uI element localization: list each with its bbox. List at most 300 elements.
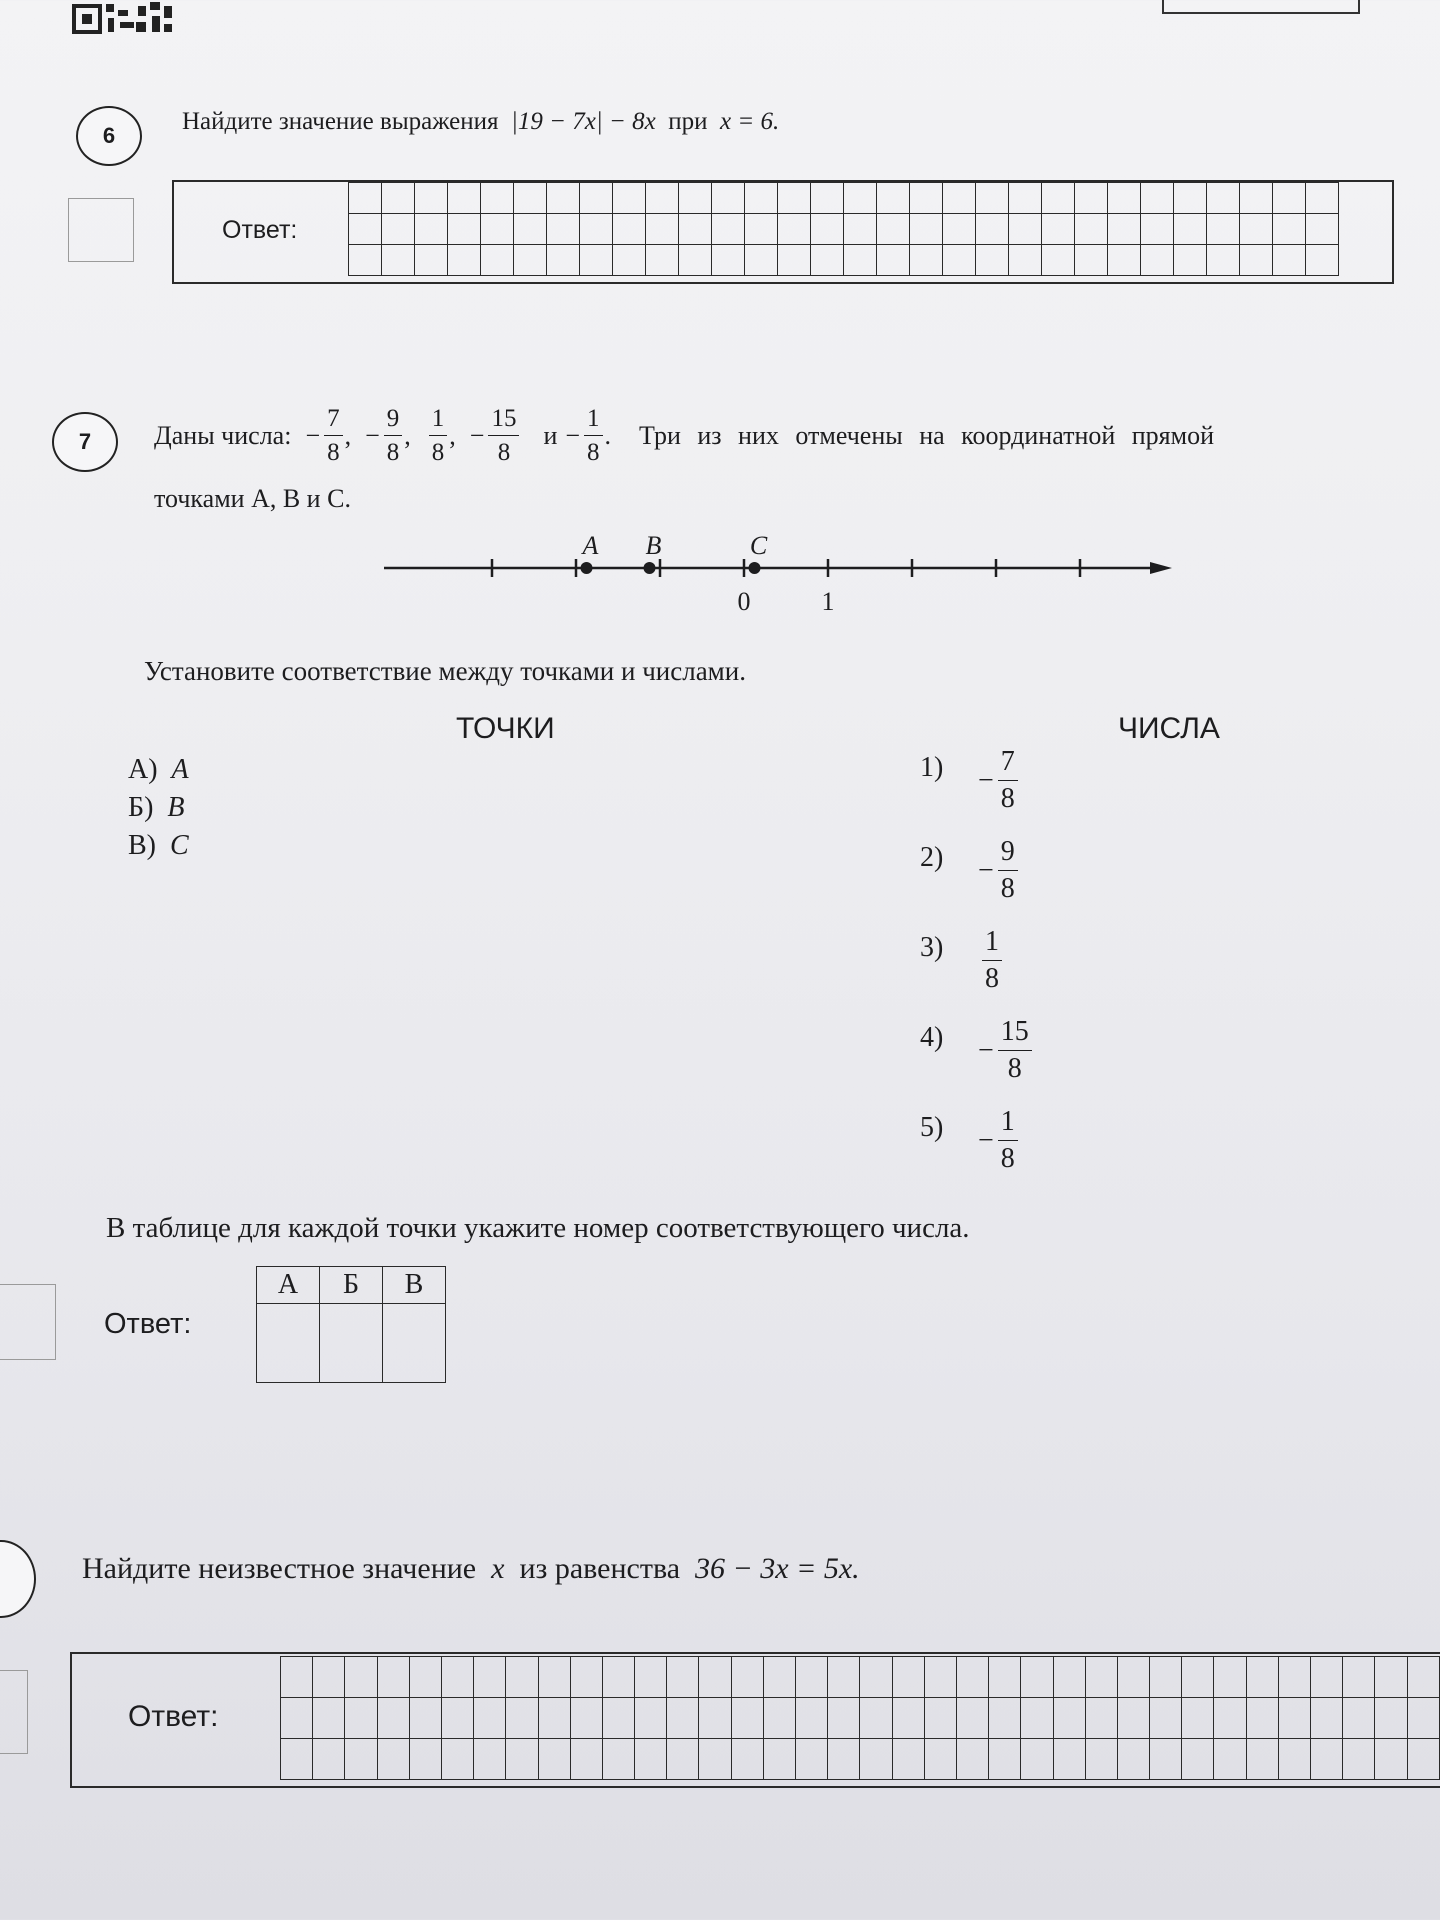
answer-grid-cell[interactable]	[481, 214, 514, 245]
answer-grid-cell[interactable]	[1085, 1739, 1117, 1780]
answer-grid-cell[interactable]	[667, 1698, 699, 1739]
numerator: 1	[584, 406, 603, 436]
answer-grid-cell[interactable]	[796, 1698, 828, 1739]
fraction	[384, 406, 403, 465]
answer-grid-cell[interactable]	[570, 1739, 602, 1780]
answer-grid-cell[interactable]	[415, 214, 448, 245]
answer-grid-cell[interactable]	[1141, 183, 1174, 214]
answer-grid-cell[interactable]	[828, 1698, 860, 1739]
fraction	[998, 1018, 1032, 1083]
answer-grid-cell[interactable]	[313, 1698, 345, 1739]
answer-grid-cell[interactable]	[1214, 1698, 1246, 1739]
answer-grid-cell[interactable]	[745, 245, 778, 276]
answer-grid-cell[interactable]	[877, 183, 910, 214]
answer-grid-cell[interactable]	[377, 1739, 409, 1780]
question-7-tail: Три из них отмечены на координатной прямой	[639, 420, 1215, 450]
numerator: 9	[384, 406, 403, 436]
fraction	[982, 928, 1002, 993]
answer-grid-cell[interactable]	[1075, 183, 1108, 214]
fraction	[998, 1108, 1018, 1173]
answer-grid-cell[interactable]	[1009, 183, 1042, 214]
answer-grid-cell[interactable]	[580, 214, 613, 245]
answer-grid-cell[interactable]	[1375, 1657, 1407, 1698]
answer-grid-cell[interactable]	[409, 1739, 441, 1780]
answer-grid-cell[interactable]	[860, 1739, 892, 1780]
answer-grid-cell[interactable]	[1085, 1657, 1117, 1698]
answer-grid-q6[interactable]	[348, 182, 1339, 276]
answer-grid-cell[interactable]	[828, 1657, 860, 1698]
answer-grid-cell[interactable]	[377, 1698, 409, 1739]
answer-grid-cell[interactable]	[481, 245, 514, 276]
answer-grid-cell[interactable]	[1311, 1739, 1343, 1780]
given-number	[365, 406, 404, 465]
minus-sign: −	[978, 1124, 994, 1156]
answer-grid-cell[interactable]	[976, 183, 1009, 214]
answer-grid-cell[interactable]	[1278, 1698, 1310, 1739]
answer-grid-cell[interactable]	[415, 183, 448, 214]
answer-grid-cell[interactable]	[956, 1657, 988, 1698]
answer-grid-cell[interactable]	[1306, 245, 1339, 276]
answer-grid-cell[interactable]	[349, 183, 382, 214]
answer-grid-cell[interactable]	[281, 1739, 313, 1780]
answer-grid-cell[interactable]	[1240, 245, 1273, 276]
answer-grid-cell[interactable]	[1278, 1739, 1310, 1780]
answer-grid-cell[interactable]	[989, 1739, 1021, 1780]
option-key: 1)	[920, 752, 944, 783]
answer-grid-cell[interactable]	[1182, 1657, 1214, 1698]
answer-grid-cell[interactable]	[474, 1657, 506, 1698]
answer-grid-cell[interactable]	[1141, 245, 1174, 276]
point-key: Б)	[128, 792, 154, 823]
answer-grid-cell[interactable]	[699, 1739, 731, 1780]
answer-grid-cell[interactable]	[910, 245, 943, 276]
answer-grid-cell[interactable]	[514, 183, 547, 214]
answer-grid-cell[interactable]	[679, 214, 712, 245]
answer-grid-cell[interactable]	[345, 1698, 377, 1739]
answer-grid-cell[interactable]	[646, 214, 679, 245]
answer-grid-cell[interactable]	[570, 1698, 602, 1739]
minus-sign: −	[978, 854, 994, 886]
answer-grid-cell[interactable]	[989, 1698, 1021, 1739]
fraction	[584, 406, 603, 465]
question-7-number: 7	[52, 412, 118, 472]
minus-sign: −	[978, 764, 994, 796]
answer-grid-cell[interactable]	[1311, 1698, 1343, 1739]
answer-grid-cell[interactable]	[943, 245, 976, 276]
answer-grid-cell[interactable]	[602, 1657, 634, 1698]
answer-grid-cell[interactable]	[811, 214, 844, 245]
denominator: 8	[1000, 873, 1015, 904]
answer-grid-cell[interactable]	[679, 245, 712, 276]
answer-grid-cell[interactable]	[1053, 1698, 1085, 1739]
answer-grid-cell[interactable]	[1042, 214, 1075, 245]
answer-label-q6: Ответ:	[222, 216, 298, 244]
point-marker	[644, 562, 656, 574]
answer-grid-cell[interactable]	[844, 214, 877, 245]
answer-grid-cell[interactable]	[538, 1739, 570, 1780]
option-key: 4)	[920, 1022, 944, 1053]
answer-grid-cell[interactable]	[1009, 214, 1042, 245]
question-8-text	[82, 1552, 860, 1586]
given-number	[470, 406, 522, 465]
answer-grid-cell[interactable]	[1306, 214, 1339, 245]
answer-grid-cell[interactable]	[281, 1698, 313, 1739]
answer-grid-cell[interactable]	[635, 1657, 667, 1698]
answer-grid-cell[interactable]	[613, 214, 646, 245]
tick-label: 0	[737, 587, 751, 616]
minus-sign: −	[469, 420, 485, 450]
answer-grid-cell[interactable]	[712, 214, 745, 245]
fraction	[488, 406, 519, 465]
answer-grid-cell[interactable]	[1108, 214, 1141, 245]
question-7-table-instruction: В таблице для каждой точки укажите номер соответствующего числа.	[106, 1212, 970, 1244]
table-header-a: А	[257, 1267, 320, 1304]
qr-code-icon	[72, 0, 176, 38]
coordinate-line	[380, 532, 1180, 622]
table-header-v: В	[383, 1267, 446, 1304]
option-fraction	[978, 1018, 1034, 1083]
answer-grid-cell[interactable]	[763, 1657, 795, 1698]
answer-grid-cell[interactable]	[989, 1657, 1021, 1698]
separator: ,	[344, 420, 352, 450]
answer-grid-cell[interactable]	[1246, 1739, 1278, 1780]
denominator: 8	[497, 439, 511, 466]
answer-grid-cell[interactable]	[679, 183, 712, 214]
answer-grid-cell[interactable]	[635, 1698, 667, 1739]
option-value	[978, 1108, 1020, 1173]
answer-grid-cell[interactable]	[349, 214, 382, 245]
answer-grid-cell[interactable]	[844, 245, 877, 276]
answer-grid-cell[interactable]	[667, 1739, 699, 1780]
given-number	[565, 406, 604, 465]
answer-grid-cell[interactable]	[1273, 214, 1306, 245]
answer-grid-cell[interactable]	[481, 183, 514, 214]
question-7-numbers	[305, 406, 625, 465]
answer-grid-cell[interactable]	[1117, 1657, 1149, 1698]
answer-grid-cell[interactable]	[1108, 183, 1141, 214]
answer-grid-cell[interactable]	[1021, 1657, 1053, 1698]
denominator: 8	[1000, 783, 1015, 814]
question-8-prompt: Найдите неизвестное значение	[82, 1552, 477, 1585]
answer-grid-cell[interactable]	[778, 183, 811, 214]
answer-grid-cell[interactable]	[731, 1739, 763, 1780]
answer-grid-cell[interactable]	[1278, 1657, 1310, 1698]
answer-grid-cell[interactable]	[1214, 1657, 1246, 1698]
answer-grid-cell[interactable]	[910, 183, 943, 214]
answer-grid-cell[interactable]	[382, 214, 415, 245]
denominator: 8	[327, 439, 340, 466]
given-number	[305, 406, 344, 465]
option-fraction	[978, 928, 1004, 993]
answer-grid-cell[interactable]	[602, 1739, 634, 1780]
answer-grid-cell[interactable]	[731, 1657, 763, 1698]
minus-sign: −	[365, 420, 380, 450]
denominator: 8	[587, 439, 600, 466]
answer-grid-cell[interactable]	[1407, 1739, 1439, 1780]
answer-grid-cell[interactable]	[924, 1698, 956, 1739]
question-7-line-2: точками A, B и C.	[154, 484, 351, 513]
answer-grid-cell[interactable]	[1141, 214, 1174, 245]
answer-grid-cell[interactable]	[956, 1739, 988, 1780]
answer-grid-cell[interactable]	[1021, 1698, 1053, 1739]
answer-grid-cell[interactable]	[924, 1739, 956, 1780]
answer-grid-cell[interactable]	[538, 1698, 570, 1739]
answer-grid-cell[interactable]	[1174, 183, 1207, 214]
point-key: В)	[128, 830, 156, 861]
answer-grid-cell[interactable]	[731, 1698, 763, 1739]
answer-grid-cell[interactable]	[1407, 1698, 1439, 1739]
answer-grid-cell[interactable]	[281, 1657, 313, 1698]
answer-grid-cell[interactable]	[796, 1739, 828, 1780]
answer-grid-cell[interactable]	[415, 245, 448, 276]
answer-grid-cell[interactable]	[1174, 214, 1207, 245]
answer-grid-cell[interactable]	[1246, 1698, 1278, 1739]
answer-grid-cell[interactable]	[1085, 1698, 1117, 1739]
option-key: 2)	[920, 842, 944, 873]
numerator: 7	[324, 406, 343, 436]
answer-grid-cell[interactable]	[1343, 1698, 1375, 1739]
answer-grid-cell[interactable]	[1273, 245, 1306, 276]
minus-sign: −	[565, 420, 581, 450]
question-6-number: 6	[76, 106, 142, 166]
option-value	[978, 748, 1020, 813]
numerator: 1	[429, 406, 448, 436]
question-8-equation: 36 − 3x = 5x.	[695, 1552, 860, 1585]
numerator: 15	[488, 406, 519, 436]
answer-grid-cell[interactable]	[448, 214, 481, 245]
answer-grid-cell[interactable]	[409, 1657, 441, 1698]
question-6-expression: |19 − 7x| − 8x	[511, 108, 656, 135]
answer-label-q8: Ответ:	[128, 1700, 219, 1733]
answer-grid-cell[interactable]	[506, 1739, 538, 1780]
answer-grid-cell[interactable]	[1311, 1657, 1343, 1698]
answer-grid-cell[interactable]	[1375, 1739, 1407, 1780]
option-value	[978, 838, 1020, 903]
answer-grid-cell[interactable]	[796, 1657, 828, 1698]
answer-grid-cell[interactable]	[441, 1657, 473, 1698]
option-fraction	[978, 748, 1020, 813]
answer-grid-cell[interactable]	[613, 245, 646, 276]
numerator: 15	[998, 1018, 1032, 1051]
answer-grid-cell[interactable]	[745, 183, 778, 214]
answer-grid-cell[interactable]	[976, 214, 1009, 245]
separator: ,	[404, 420, 411, 450]
answer-grid-cell[interactable]	[646, 183, 679, 214]
question-6-text	[182, 108, 779, 136]
answer-grid-cell[interactable]	[860, 1698, 892, 1739]
answer-grid-cell[interactable]	[877, 214, 910, 245]
numbers-column-header: ЧИСЛА	[1118, 712, 1220, 745]
answer-grid-cell[interactable]	[1182, 1698, 1214, 1739]
answer-grid-cell[interactable]	[635, 1739, 667, 1780]
question-7-line-1	[154, 406, 1214, 465]
answer-grid-cell[interactable]	[892, 1698, 924, 1739]
answer-grid-cell[interactable]	[1150, 1657, 1182, 1698]
answer-grid-cell[interactable]	[924, 1657, 956, 1698]
answer-grid-cell[interactable]	[547, 245, 580, 276]
answer-grid-cell[interactable]	[976, 245, 1009, 276]
answer-grid-cell[interactable]	[538, 1657, 570, 1698]
answer-grid-cell[interactable]	[1343, 1739, 1375, 1780]
answer-table-q7	[256, 1266, 446, 1383]
point-marker	[749, 562, 761, 574]
answer-grid-cell[interactable]	[345, 1657, 377, 1698]
answer-grid-cell[interactable]	[1042, 245, 1075, 276]
answer-grid-cell[interactable]	[1214, 1739, 1246, 1780]
answer-grid-cell[interactable]	[1207, 183, 1240, 214]
answer-grid-cell[interactable]	[763, 1739, 795, 1780]
answer-grid-cell[interactable]	[313, 1739, 345, 1780]
answer-grid-cell[interactable]	[828, 1739, 860, 1780]
answer-grid-cell[interactable]	[382, 183, 415, 214]
answer-cell-b[interactable]	[320, 1304, 383, 1383]
table-header-b: Б	[320, 1267, 383, 1304]
answer-grid-cell[interactable]	[763, 1698, 795, 1739]
denominator: 8	[1000, 1143, 1015, 1174]
answer-grid-cell[interactable]	[811, 183, 844, 214]
point-marker	[581, 562, 593, 574]
answer-grid-cell[interactable]	[1117, 1698, 1149, 1739]
answer-grid-cell[interactable]	[877, 245, 910, 276]
answer-grid-cell[interactable]	[1021, 1739, 1053, 1780]
question-6-prompt: Найдите значение выражения	[182, 108, 499, 135]
question-8-variable: x	[491, 1552, 505, 1585]
answer-grid-cell[interactable]	[778, 245, 811, 276]
question-6-when: при	[668, 108, 708, 135]
fraction	[998, 838, 1018, 903]
answer-grid-cell[interactable]	[1075, 214, 1108, 245]
answer-grid-cell[interactable]	[910, 214, 943, 245]
answer-grid-cell[interactable]	[1108, 245, 1141, 276]
answer-grid-cell[interactable]	[349, 245, 382, 276]
answer-grid-cell[interactable]	[1407, 1657, 1439, 1698]
point-name: A	[171, 754, 189, 785]
numerator: 1	[998, 1108, 1018, 1141]
answer-grid-cell[interactable]	[514, 245, 547, 276]
question-7-intro: Даны числа:	[154, 420, 292, 450]
point-label: B	[645, 532, 662, 560]
denominator: 8	[985, 963, 999, 994]
answer-grid-cell[interactable]	[712, 245, 745, 276]
answer-grid-cell[interactable]	[1117, 1739, 1149, 1780]
answer-grid-cell[interactable]	[1246, 1657, 1278, 1698]
answer-grid-cell[interactable]	[547, 183, 580, 214]
answer-cell-v[interactable]	[383, 1304, 446, 1383]
answer-grid-cell[interactable]	[313, 1657, 345, 1698]
option-fraction	[978, 838, 1020, 903]
answer-grid-cell[interactable]	[1240, 214, 1273, 245]
answer-grid-cell[interactable]	[1182, 1739, 1214, 1780]
answer-grid-cell[interactable]	[646, 245, 679, 276]
answer-grid-cell[interactable]	[514, 214, 547, 245]
answer-grid-cell[interactable]	[377, 1657, 409, 1698]
answer-grid-cell[interactable]	[1343, 1657, 1375, 1698]
point-item	[128, 792, 185, 824]
denominator: 8	[1007, 1053, 1022, 1084]
numerator: 7	[998, 748, 1018, 781]
answer-grid-cell[interactable]	[956, 1698, 988, 1739]
answer-grid-cell[interactable]	[448, 183, 481, 214]
answer-grid-cell[interactable]	[1375, 1698, 1407, 1739]
answer-grid-cell[interactable]	[1273, 183, 1306, 214]
answer-grid-cell[interactable]	[892, 1657, 924, 1698]
answer-grid-cell[interactable]	[1306, 183, 1339, 214]
answer-grid-cell[interactable]	[613, 183, 646, 214]
answer-cell-a[interactable]	[257, 1304, 320, 1383]
point-item	[128, 830, 189, 862]
minus-sign: −	[305, 420, 321, 450]
separator: .	[604, 420, 612, 450]
answer-grid-cell[interactable]	[382, 245, 415, 276]
answer-grid-cell[interactable]	[811, 245, 844, 276]
answer-grid-cell[interactable]	[1207, 214, 1240, 245]
answer-grid-cell[interactable]	[580, 245, 613, 276]
answer-grid-cell[interactable]	[943, 214, 976, 245]
answer-grid-cell[interactable]	[1174, 245, 1207, 276]
answer-grid-cell[interactable]	[1053, 1657, 1085, 1698]
fraction	[998, 748, 1018, 813]
option-key: 3)	[920, 932, 944, 963]
answer-grid-cell[interactable]	[506, 1657, 538, 1698]
answer-grid-cell[interactable]	[860, 1657, 892, 1698]
answer-grid-cell[interactable]	[1150, 1698, 1182, 1739]
answer-grid-cell[interactable]	[1150, 1739, 1182, 1780]
answer-grid-cell[interactable]	[448, 245, 481, 276]
answer-grid-cell[interactable]	[570, 1657, 602, 1698]
answer-grid-cell[interactable]	[1053, 1739, 1085, 1780]
answer-grid-cell[interactable]	[892, 1739, 924, 1780]
question-6-condition: x = 6.	[719, 108, 780, 135]
answer-grid-cell[interactable]	[474, 1698, 506, 1739]
point-key: А)	[128, 754, 158, 785]
score-box-q6	[68, 198, 134, 262]
point-item	[128, 754, 189, 786]
question-8-number	[0, 1540, 36, 1618]
answer-grid-cell[interactable]	[844, 183, 877, 214]
option-key: 5)	[920, 1112, 944, 1143]
point-name: B	[167, 792, 185, 823]
answer-grid-cell[interactable]	[745, 214, 778, 245]
answer-grid-q8[interactable]	[280, 1656, 1440, 1780]
answer-grid-cell[interactable]	[474, 1739, 506, 1780]
answer-grid-cell[interactable]	[699, 1698, 731, 1739]
answer-grid-cell[interactable]	[1042, 183, 1075, 214]
answer-grid-cell[interactable]	[712, 183, 745, 214]
answer-grid-cell[interactable]	[409, 1698, 441, 1739]
given-number	[425, 406, 450, 465]
answer-grid-cell[interactable]	[699, 1657, 731, 1698]
answer-grid-cell[interactable]	[345, 1739, 377, 1780]
answer-grid-cell[interactable]	[1240, 183, 1273, 214]
answer-grid-cell[interactable]	[943, 183, 976, 214]
answer-grid-cell[interactable]	[1075, 245, 1108, 276]
option-fraction	[978, 1108, 1020, 1173]
question-8-from: из равенства	[519, 1552, 681, 1585]
answer-grid-cell[interactable]	[667, 1657, 699, 1698]
separator: ,	[449, 420, 456, 450]
answer-grid-cell[interactable]	[1207, 245, 1240, 276]
answer-grid-cell[interactable]	[778, 214, 811, 245]
answer-grid-cell[interactable]	[602, 1698, 634, 1739]
answer-grid-cell[interactable]	[441, 1739, 473, 1780]
score-box-q7	[0, 1284, 56, 1360]
answer-grid-cell[interactable]	[441, 1698, 473, 1739]
answer-grid-cell[interactable]	[506, 1698, 538, 1739]
numerator: 1	[982, 928, 1002, 961]
answer-grid-cell[interactable]	[547, 214, 580, 245]
answer-grid-cell[interactable]	[1009, 245, 1042, 276]
answer-grid-cell[interactable]	[580, 183, 613, 214]
